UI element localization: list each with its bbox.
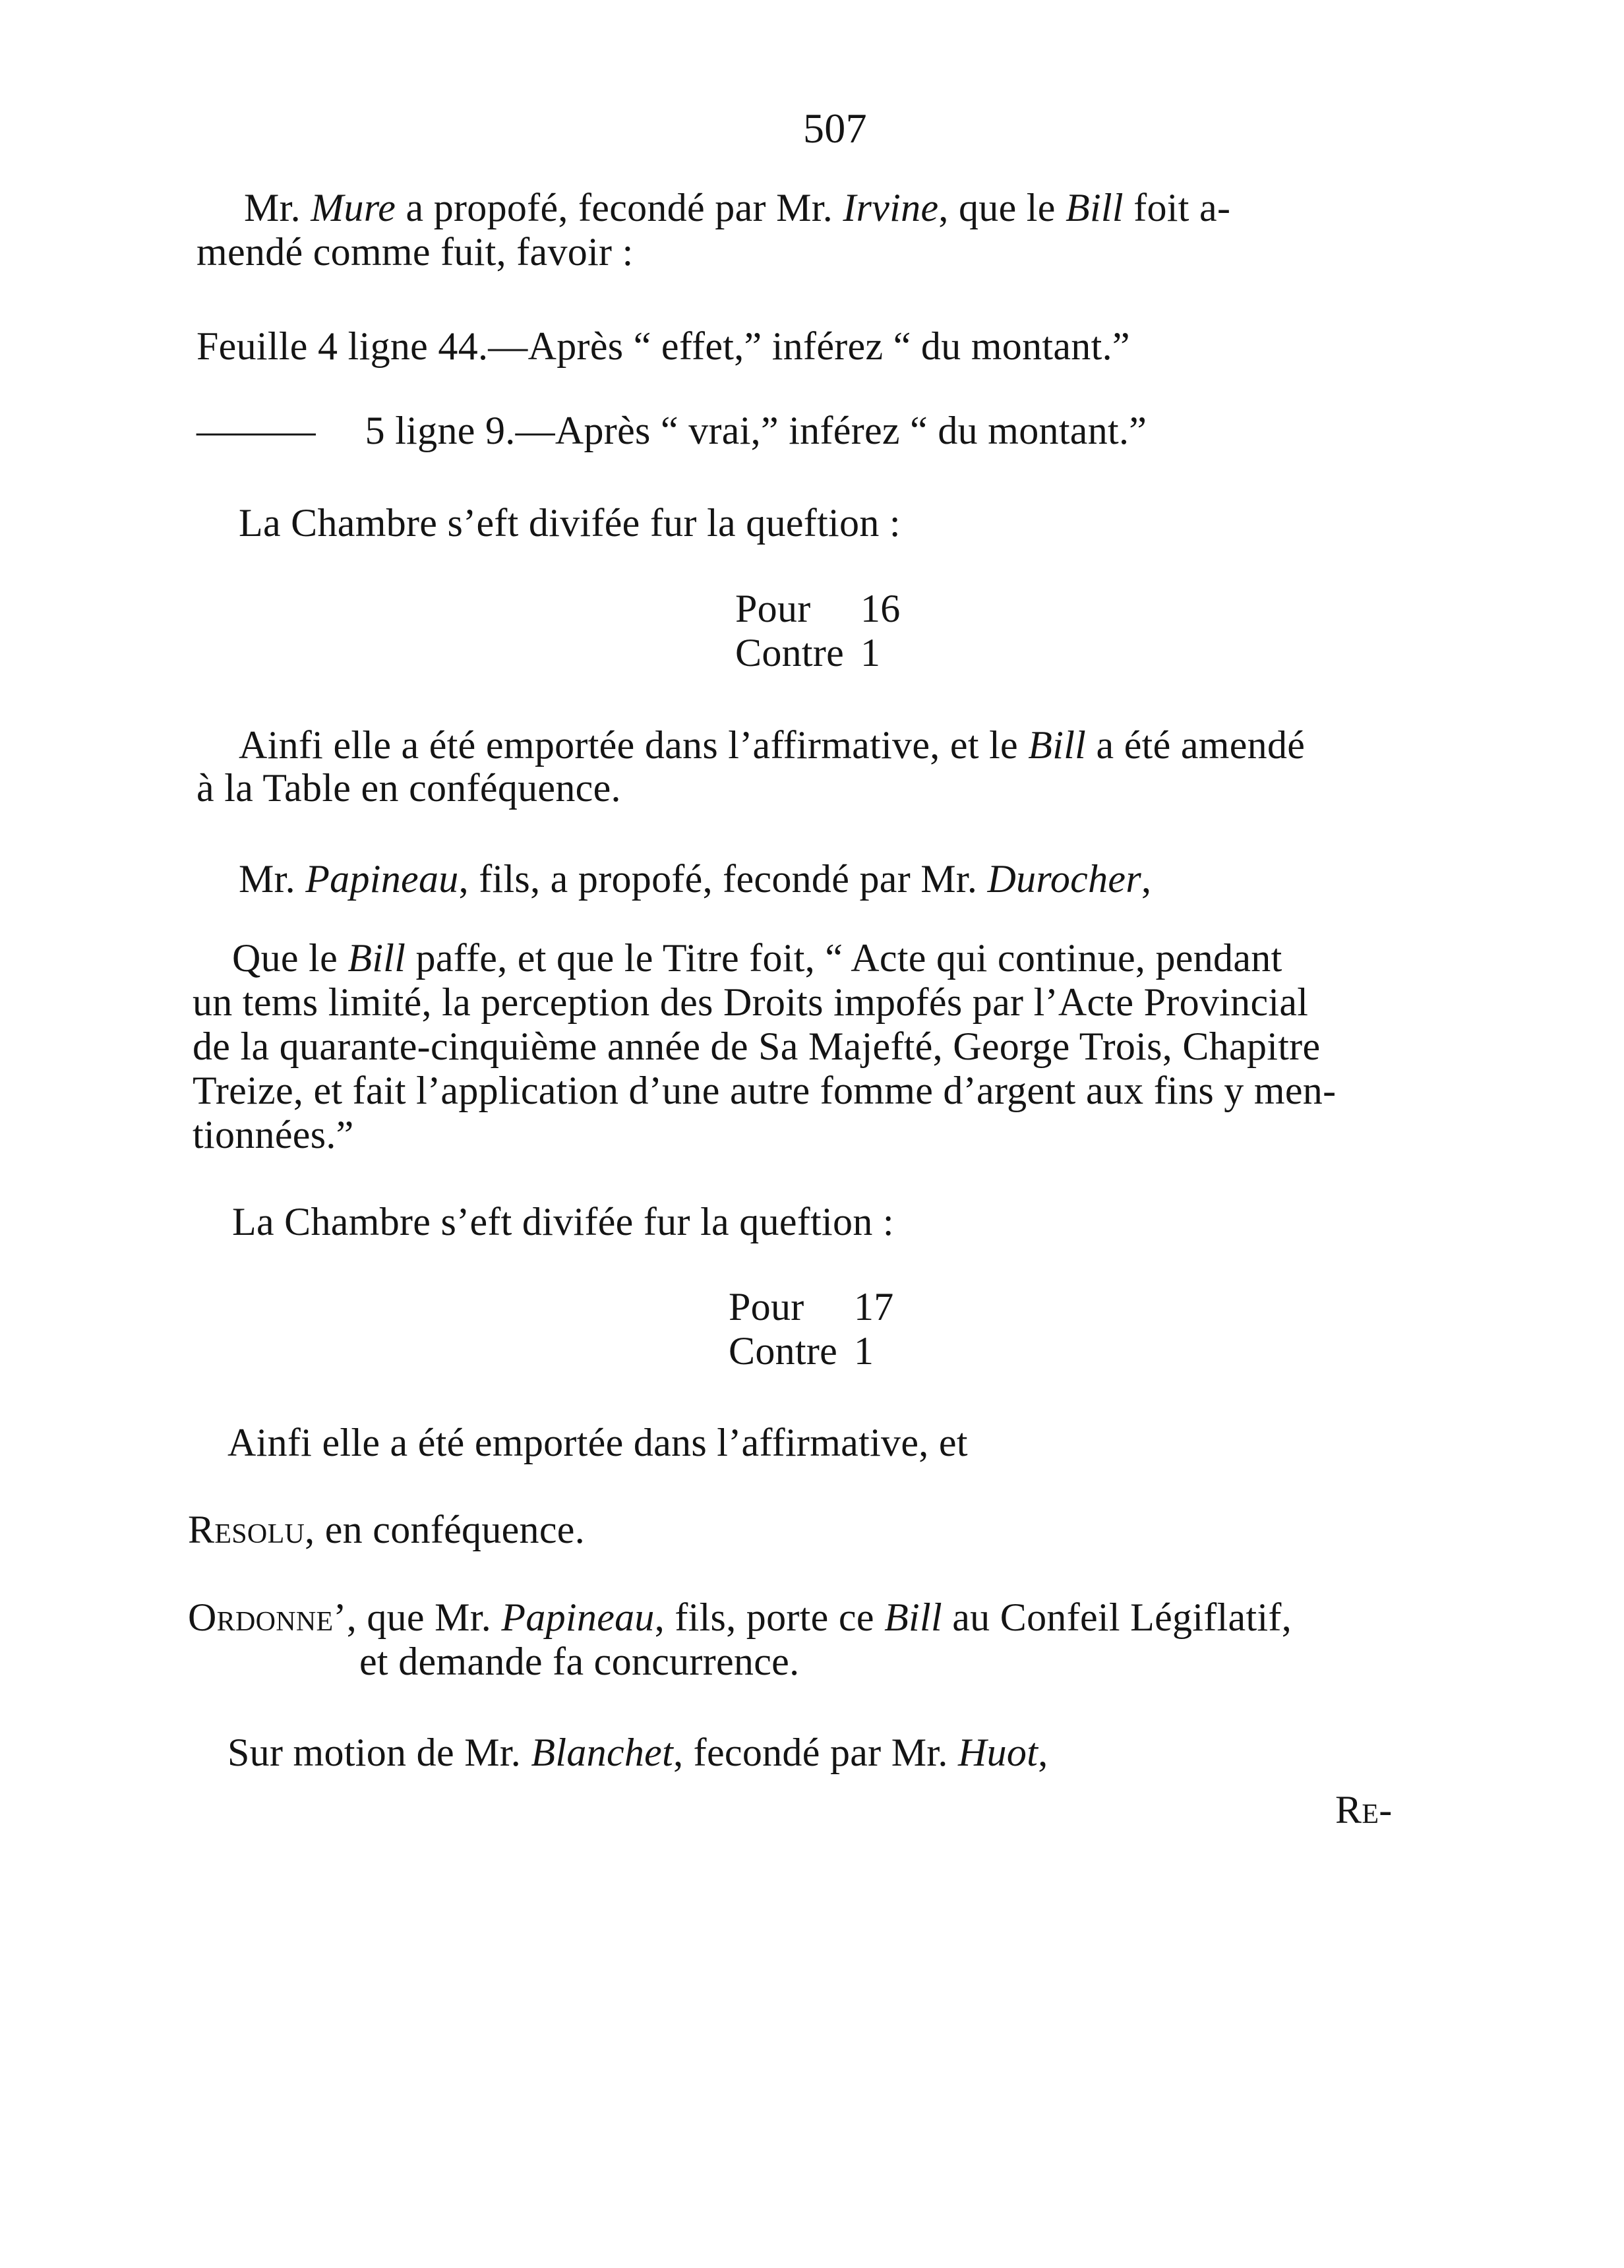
- motion-mure-line-2: mendé comme fuit, favoir :: [196, 230, 634, 274]
- page-number: 507: [803, 105, 867, 152]
- amendment-line-2: ——— 5 ligne 9.—Après “ vrai,” inférez “ du montant.”: [196, 409, 1147, 452]
- division-2-pour: Pour 17: [729, 1285, 894, 1328]
- division-1-contre: Contre 1: [735, 631, 881, 674]
- division-2-contre: Contre 1: [729, 1329, 874, 1373]
- motion-papineau: Mr. Papineau, fils, a propofé, fecondé par Mr. Durocher,: [239, 857, 1152, 901]
- motion-mure-line-1: Mr. Mure a propofé, fecondé par Mr. Irvine, que le Bill foit a-: [244, 186, 1231, 229]
- division-1-intro: La Chambre s’eft divifée fur la queftion :: [239, 501, 901, 545]
- catchword: Re-: [1335, 1788, 1393, 1832]
- division-2-intro: La Chambre s’eft divifée fur la queftion :: [232, 1200, 894, 1243]
- motion-blanchet: Sur motion de Mr. Blanchet, fecondé par Mr. Huot,: [227, 1731, 1048, 1774]
- result-1-line-1: Ainfi elle a été emportée dans l’affirmative, et le Bill a été amendé: [239, 723, 1306, 767]
- bill-title-line-2: un tems limité, la perception des Droits impofés par l’Acte Provincial: [193, 980, 1309, 1024]
- amendment-line-1: Feuille 4 ligne 44.—Après “ effet,” inférez “ du montant.”: [196, 324, 1130, 368]
- result-2: Ainfi elle a été emportée dans l’affirmative, et: [227, 1421, 968, 1464]
- bill-title-line-5: tionnées.”: [193, 1113, 354, 1156]
- ordonne-line-2: et demande fa concurrence.: [359, 1640, 800, 1683]
- ordonne-line-1: Ordonne’, que Mr. Papineau, fils, porte ce Bill au Confeil Légiflatif,: [188, 1596, 1292, 1639]
- division-1-pour: Pour 16: [735, 587, 901, 630]
- resolu-line: Resolu, en conféquence.: [188, 1508, 586, 1551]
- bill-title-line-4: Treize, et fait l’application d’une autre fomme d’argent aux fins y men-: [193, 1069, 1337, 1112]
- bill-title-line-3: de la quarante-cinquième année de Sa Majefté, George Trois, Chapitre: [193, 1025, 1321, 1068]
- bill-title-line-1: Que le Bill paffe, et que le Titre foit, “ Acte qui continue, pendant: [232, 936, 1282, 980]
- result-1-line-2: à la Table en conféquence.: [196, 766, 621, 810]
